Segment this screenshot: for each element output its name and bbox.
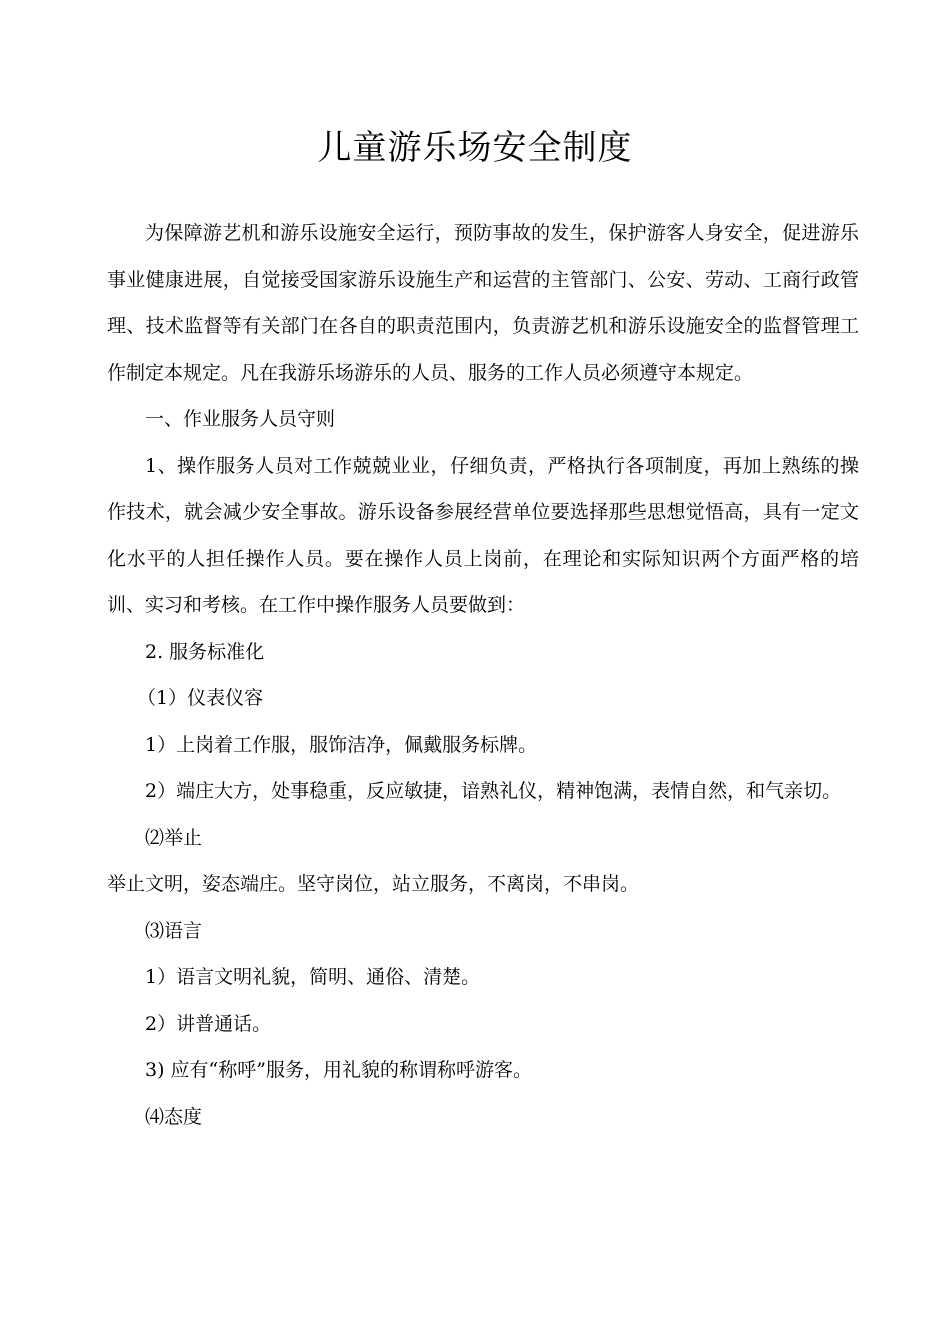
paragraph: 举止文明，姿态端庄。坚守岗位，站立服务，不离岗，不串岗。: [107, 873, 640, 895]
list-item: 2）端庄大方，处事稳重，反应敏捷，谙熟礼仪，精神饱满，表情自然，和气亲切。: [145, 780, 842, 802]
list-heading: ⑷态度: [145, 1105, 203, 1128]
document-title: 儿童游乐场安全制度: [317, 128, 633, 168]
list-item: 1）上岗着工作服，服饰洁净，佩戴服务标牌。: [145, 733, 538, 756]
intro-paragraph: 为保障游艺机和游乐设施安全运行，预防事故的发生，保护游客人身安全，促进游乐事业健康进展，自觉接受国家游乐设施生产和运营的主管部门、公安、劳动、工商行政管理、技术监督等有关部门在各自的职责范围内，负责游艺机和游乐设施安全的监督管理工作制定本规定。凡在我游乐场游乐的人员、服务的工作人员必须遵守本规定。: [107, 222, 859, 384]
paragraph: 1、操作服务人员对工作兢兢业业，仔细负责，严格执行各项制度，再加上熟练的操作技术，就会减少安全事故。游乐设备参展经营单位要选择那些思想觉悟高，具有一定文化水平的人担任操作人员。要在操作人员上岗前，在理论和实际知识两个方面严格的培训、实习和考核。在工作中操作服务人员要做到：: [107, 454, 859, 616]
list-item: 2）讲普通话。: [145, 1012, 272, 1035]
list-item: 1）语言文明礼貌，简明、通俗、清楚。: [145, 966, 481, 988]
section-heading: 一、作业服务人员守则: [145, 408, 336, 430]
list-item: 3) 应有“称呼”服务，用礼貌的称谓称呼游客。: [145, 1059, 532, 1081]
list-heading: ⑵举止: [145, 826, 203, 849]
subsection-heading: 2. 服务标准化: [145, 640, 265, 663]
list-heading: （1）仪表仪容: [137, 687, 264, 709]
document-body: [107, 210, 859, 1140]
list-heading: ⑶语言: [145, 919, 203, 942]
